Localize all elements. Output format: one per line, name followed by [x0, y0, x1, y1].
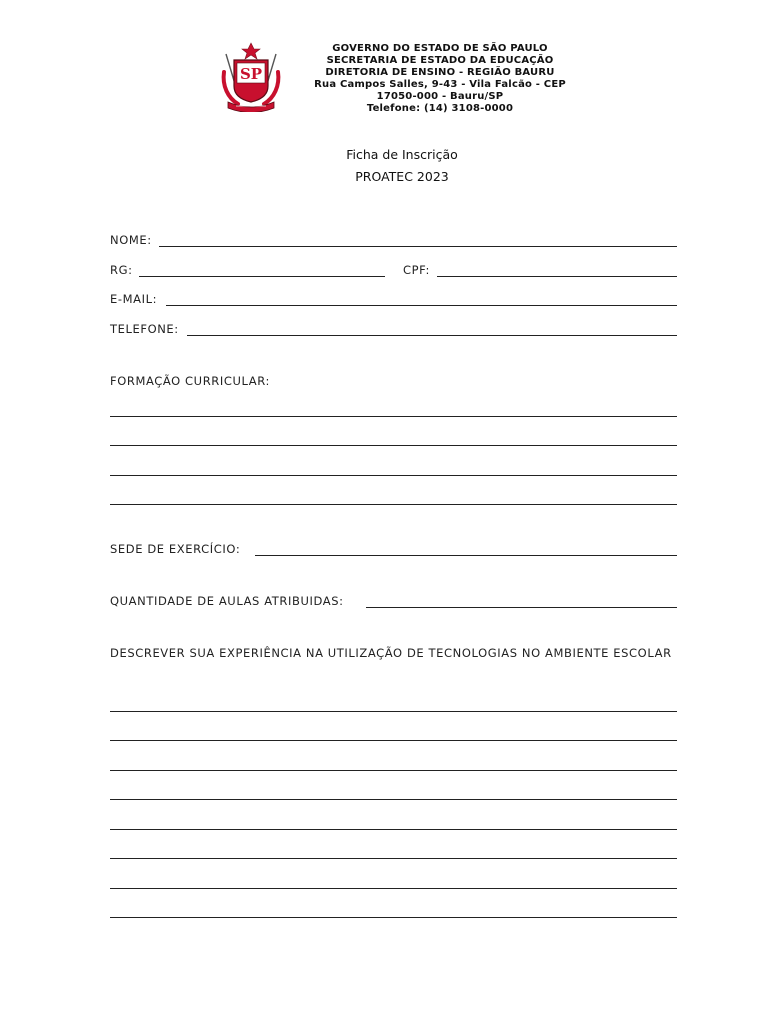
letterhead	[298, 43, 582, 115]
telefone-input-line[interactable]	[187, 335, 677, 336]
formacao-input-line[interactable]	[110, 445, 677, 446]
telefone-label: TELEFONE:	[110, 322, 179, 336]
nome-input-line[interactable]	[159, 246, 677, 247]
email-label: E-MAIL:	[110, 292, 158, 306]
cpf-input-line[interactable]	[437, 276, 677, 277]
formacao-label: FORMAÇÃO CURRICULAR:	[110, 374, 270, 388]
experiencia-input-line[interactable]	[110, 740, 677, 741]
formacao-input-line[interactable]	[110, 504, 677, 505]
experiencia-input-line[interactable]	[110, 829, 677, 830]
sao-paulo-coat-of-arms-icon	[218, 42, 284, 112]
letterhead-phone: Telefone: (14) 3108-0000	[366, 103, 514, 114]
experiencia-input-line[interactable]	[110, 711, 677, 712]
formacao-input-line[interactable]	[110, 475, 677, 476]
letterhead-government: GOVERNO DO ESTADO DE SÃO PAULO	[332, 43, 548, 54]
experiencia-input-line[interactable]	[110, 917, 677, 918]
form-title	[0, 144, 768, 188]
aulas-input-line[interactable]	[366, 607, 677, 608]
experiencia-label: DESCREVER SUA EXPERIÊNCIA NA UTILIZAÇÃO DE TECNOLOGIAS NO AMBIENTE ESCOLAR	[110, 646, 672, 660]
letterhead-secretariat: SECRETARIA DE ESTADO DA EDUCAÇÃO	[326, 55, 554, 66]
form-title-line: Ficha de Inscrição	[346, 147, 458, 162]
seal-letters: SP	[239, 65, 263, 83]
rg-label: RG:	[110, 263, 133, 277]
sede-input-line[interactable]	[255, 555, 677, 556]
form-subtitle-line: PROATEC 2023	[355, 169, 449, 184]
cpf-label: CPF:	[403, 263, 430, 277]
experiencia-input-line[interactable]	[110, 770, 677, 771]
sede-label: SEDE DE EXERCÍCIO:	[110, 542, 241, 556]
email-input-line[interactable]	[166, 305, 677, 306]
experiencia-input-line[interactable]	[110, 799, 677, 800]
experiencia-input-line[interactable]	[110, 858, 677, 859]
experiencia-input-line[interactable]	[110, 888, 677, 889]
letterhead-directorate: DIRETORIA DE ENSINO - REGIÃO BAURU	[325, 67, 555, 78]
letterhead-address: Rua Campos Salles, 9-43 - Vila Falcão - CEP	[314, 79, 566, 90]
aulas-label: QUANTIDADE DE AULAS ATRIBUIDAS:	[110, 594, 344, 608]
formacao-input-line[interactable]	[110, 416, 677, 417]
letterhead-city: 17050-000 - Bauru/SP	[376, 91, 504, 102]
rg-input-line[interactable]	[139, 276, 385, 277]
nome-label: NOME:	[110, 233, 152, 247]
